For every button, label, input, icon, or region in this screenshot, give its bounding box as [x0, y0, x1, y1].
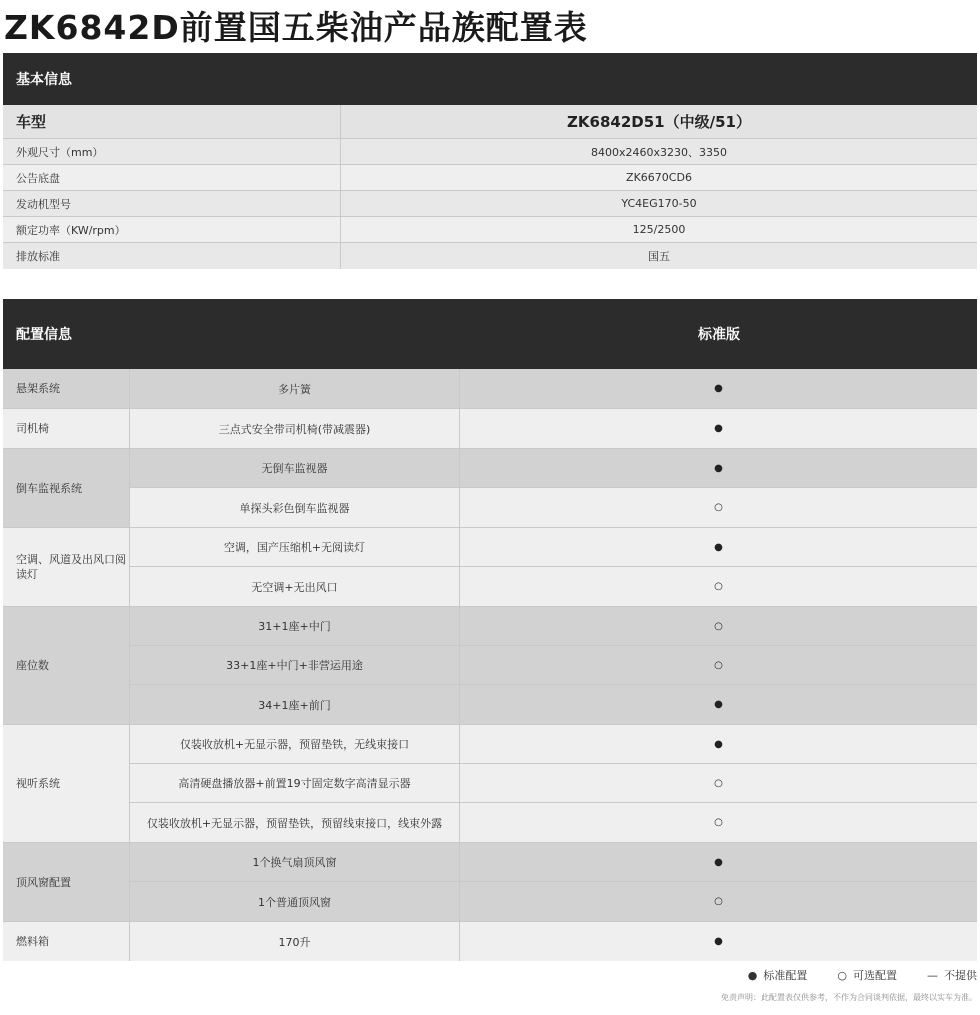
- config-category: 倒车监视系统: [3, 449, 130, 527]
- config-item: [130, 685, 977, 724]
- hollow-circle-icon: ○: [837, 969, 847, 982]
- basic-row-label: 排放标准: [3, 243, 341, 269]
- config-mark: ○: [714, 777, 723, 789]
- basic-row: [3, 191, 977, 217]
- legend-standard: [748, 967, 808, 983]
- config-mark: ●: [714, 936, 723, 947]
- legend-none-label: 不提供: [944, 969, 977, 982]
- config-category: 视听系统: [3, 725, 130, 842]
- config-item: [130, 567, 977, 606]
- config-item: [130, 803, 977, 842]
- config-mark: ○: [714, 817, 723, 828]
- config-item: [130, 488, 977, 527]
- basic-row-label: 外观尺寸（mm）: [3, 139, 341, 164]
- basic-row-value: ZK6670CD6: [626, 171, 692, 184]
- basic-row-label: 发动机型号: [3, 191, 341, 216]
- basic-row: [3, 165, 977, 191]
- config-option: 31+1座+中门: [130, 607, 460, 645]
- dash-icon: —: [927, 969, 938, 982]
- config-group: [3, 449, 977, 528]
- config-mark: ●: [714, 462, 723, 474]
- model-row: [3, 105, 977, 139]
- config-item: [130, 764, 977, 803]
- config-option: 空调，国产压缩机+无阅读灯: [130, 528, 460, 566]
- legend: [748, 967, 977, 983]
- basic-row-value: 8400x2460x3230、3350: [591, 145, 727, 159]
- config-option: 仅装收放机+无显示器，预留垫铁，预留线束接口，线束外露: [130, 803, 460, 842]
- config-category: 悬架系统: [3, 369, 130, 408]
- config-item: [130, 725, 977, 764]
- config-option: 1个普通顶风窗: [130, 882, 460, 921]
- config-option: 33+1座+中门+非营运用途: [130, 646, 460, 684]
- config-mark: ●: [714, 738, 723, 750]
- config-group: [3, 725, 977, 843]
- basic-info-header: 基本信息: [3, 53, 977, 105]
- disclaimer: 免责声明：此配置表仅供参考，不作为合同谈判依据，最终以实车为准。: [721, 993, 977, 1002]
- config-mark: ○: [714, 659, 723, 671]
- config-category: 座位数: [3, 607, 130, 724]
- basic-info-table: [3, 53, 977, 269]
- config-item: [130, 449, 977, 488]
- basic-row-value: 125/2500: [632, 223, 686, 236]
- config-mark: ●: [714, 423, 723, 434]
- config-mark: ○: [714, 581, 723, 592]
- config-option: 无倒车监视器: [130, 449, 460, 487]
- legend-optional-label: 可选配置: [853, 969, 897, 982]
- config-option: 无空调+无出风口: [130, 567, 460, 606]
- config-header: [3, 299, 977, 369]
- config-table: [3, 299, 977, 961]
- page-title: ZK6842D前置国五柴油产品族配置表: [4, 8, 588, 47]
- basic-row-label: 公告底盘: [3, 165, 341, 190]
- model-value: ZK6842D51（中级/51）: [567, 113, 751, 131]
- config-option: 多片簧: [130, 369, 460, 408]
- config-category: 顶风窗配置: [3, 843, 130, 921]
- config-mark: ●: [714, 699, 723, 710]
- basic-row: [3, 139, 977, 165]
- config-group: [3, 607, 977, 725]
- model-label: 车型: [3, 105, 341, 138]
- config-item: [130, 646, 977, 685]
- config-item: [130, 922, 977, 961]
- config-option: 高清硬盘播放器+前置19寸固定数字高清显示器: [130, 764, 460, 802]
- config-item: [130, 607, 977, 646]
- config-category: 燃料箱: [3, 922, 130, 961]
- config-option: 34+1座+前门: [130, 685, 460, 724]
- config-item: [130, 528, 977, 567]
- config-category: 空调、风道及出风口阅读灯: [3, 528, 130, 606]
- config-mark: ○: [714, 620, 723, 632]
- config-item: [130, 843, 977, 882]
- config-option: 单探头彩色倒车监视器: [130, 488, 460, 527]
- legend-optional: [837, 967, 897, 983]
- config-group: [3, 528, 977, 607]
- config-option: 仅装收放机+无显示器，预留垫铁，无线束接口: [130, 725, 460, 763]
- basic-row-value: YC4EG170-50: [621, 197, 697, 210]
- legend-none: [927, 967, 977, 983]
- standard-version-header: 标准版: [698, 327, 740, 343]
- config-mark: ●: [714, 856, 723, 868]
- basic-row: [3, 217, 977, 243]
- config-mark: ○: [714, 502, 723, 513]
- config-group: [3, 843, 977, 922]
- config-option: 1个换气扇顶风窗: [130, 843, 460, 881]
- config-mark: ●: [714, 541, 723, 553]
- config-mark: ○: [714, 896, 723, 907]
- config-item: [130, 369, 977, 408]
- config-group: [3, 409, 977, 449]
- config-mark: ●: [714, 383, 723, 394]
- config-option: 三点式安全带司机椅(带减震器): [130, 409, 460, 448]
- basic-row: [3, 243, 977, 269]
- config-item: [130, 882, 977, 921]
- legend-standard-label: 标准配置: [763, 969, 808, 982]
- config-group: [3, 922, 977, 961]
- config-header-label: 配置信息: [16, 327, 72, 343]
- config-item: [130, 409, 977, 448]
- config-group: [3, 369, 977, 409]
- config-category: 司机椅: [3, 409, 130, 448]
- basic-row-value: 国五: [648, 250, 670, 263]
- config-option: 170升: [130, 922, 460, 961]
- filled-dot-icon: ●: [747, 969, 758, 982]
- basic-row-label: 额定功率（KW/rpm）: [3, 217, 341, 242]
